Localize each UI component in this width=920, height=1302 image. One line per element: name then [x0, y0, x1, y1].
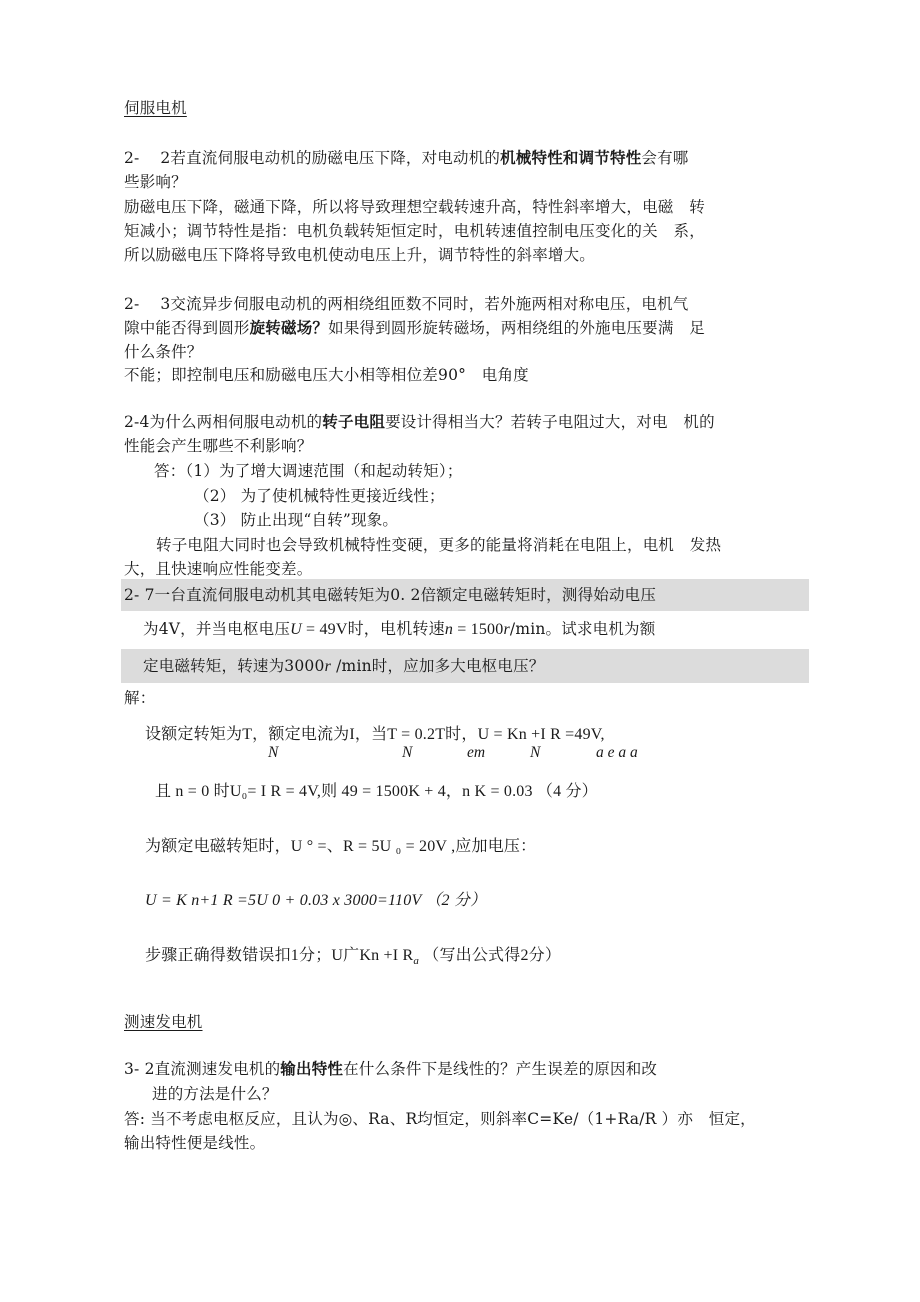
math-variable: n	[444, 621, 454, 638]
answer-2-3: 不能；即控制电压和励磁电压大小相等相位差90° 电角度	[124, 366, 529, 384]
section-title-tachogenerator: 测速发电机	[124, 1013, 203, 1031]
question-text: 3- 2直流测速发电机的	[124, 1060, 281, 1078]
grading-text: 步骤正确得数错误扣1分；U广Kn +I R	[145, 947, 414, 964]
question-text: 2- 2若直流伺服电动机的励磁电压下降，对电动机的	[124, 149, 501, 167]
question-text: 定电磁转矩，转速为3000	[143, 657, 325, 675]
question-text: 如果得到圆形旋转磁场，两相绕组的外施电压要满 足	[328, 319, 705, 337]
question-3-2-line1	[124, 1057, 657, 1081]
solution-label: 解：	[124, 689, 156, 707]
equation-4: U = K n+1 R =5U 0 + 0.03 x 3000=110V （2 分）	[145, 892, 487, 909]
question-2-2-line2: 些影响？	[124, 173, 187, 191]
answer-2-4-item2: （2） 为了使机械特性更接近线性；	[194, 487, 445, 505]
answer-2-4-item1: 答：（1）为了增大调速范围（和起动转矩）；	[154, 462, 463, 480]
answer-3-2-line1: 答: 当不考虑电枢反应，且认为◎、Ra、R均恒定，则斜率C=Ke/（1+Ra/R ）亦 恒定，	[124, 1110, 756, 1128]
answer-2-4-line4: 转子电阻大同时也会导致机械特性变硬，更多的能量将消耗在电阻上，电机 发热	[156, 536, 722, 554]
question-2-7-line3	[143, 654, 545, 679]
question-3-2-line2: 进的方法是什么？	[152, 1085, 278, 1103]
math-variable: r	[503, 621, 510, 638]
question-text: 2-4为什么两相伺服电动机的	[124, 413, 323, 431]
math-variable: U	[290, 621, 302, 638]
math-subscript: a	[413, 955, 420, 968]
grading-text: （写出公式得2分）	[419, 947, 562, 964]
question-2-3-line1: 2- 3交流异步伺服电动机的两相绕组匝数不同时，若外施两相对称电压，电机气	[124, 295, 689, 313]
equation-3: 为额定电磁转矩时，U ° =、R = 5U ₀ = 20V ,应加电压：	[145, 838, 537, 855]
question-2-4-line2: 性能会产生哪些不利影响？	[124, 437, 313, 455]
question-text: /min。试求电机为额	[509, 620, 656, 638]
bold-keyword: 转子电阻	[322, 413, 386, 431]
question-text: 会有哪	[641, 149, 689, 167]
math-number: = 1500	[453, 621, 504, 638]
equation-1-subscript: N	[268, 744, 279, 761]
answer-3-2-line2: 输出特性便是线性。	[124, 1134, 266, 1152]
math-variable: r	[324, 658, 331, 675]
answer-2-2-line3: 所以励磁电压下降将导致电机使动电压上升，调节特性的斜率增大。	[124, 246, 596, 264]
bold-keyword: 输出特性	[280, 1060, 344, 1078]
question-2-2-line1	[124, 146, 689, 170]
equation-1-subscript: a e a a	[596, 744, 638, 761]
answer-2-2-line2: 矩减小；调节特性是指：电机负载转矩恒定时，电机转速值控制电压变化的关 系，	[124, 222, 705, 240]
answer-2-4-item3: （3） 防止出现“自转”现象。	[194, 511, 399, 529]
question-text: /min时，应加多大电枢电压？	[331, 657, 545, 675]
question-text: = 49V时，电机转速	[301, 621, 445, 638]
question-2-4-line1	[124, 410, 715, 434]
section-title-servo-motor: 伺服电机	[124, 99, 187, 117]
bold-keyword: 机械特性和调节特性	[500, 149, 642, 167]
bold-keyword: 旋转磁场？	[249, 319, 329, 337]
grading-note	[145, 944, 561, 973]
equation-1-subscript: N	[530, 744, 541, 761]
question-2-3-line3: 什么条件？	[124, 343, 203, 361]
question-2-7-line2	[143, 617, 655, 642]
equation-1: 设额定转矩为T，额定电流为I，当T = 0.2T时，U = Kn +I R =49V,	[145, 726, 605, 743]
question-2-7-line1: 2- 7一台直流伺服电动机其电磁转矩为0. 2倍额定电磁转矩时，测得始动电压	[124, 586, 657, 604]
question-text: 隙中能否得到圆形	[124, 319, 250, 337]
answer-2-4-line5: 大，且快速响应性能变差。	[124, 560, 313, 578]
answer-2-2-line1: 励磁电压下降，磁通下降，所以将导致理想空载转速升高，特性斜率增大，电磁 转	[124, 198, 705, 216]
equation-1-subscript: em	[467, 744, 486, 761]
equation-2: 且 n = 0 时U₀= I R = 4V,则 49 = 1500K + 4，n K = 0.03 （4 分）	[155, 783, 598, 800]
question-text: 在什么条件下是线性的？产生误差的原因和改	[343, 1060, 658, 1078]
question-text: 要设计得相当大？若转子电阻过大，对电 机的	[385, 413, 715, 431]
equation-1-subscript: N	[402, 744, 413, 761]
question-text: 为4V，并当电枢电压	[143, 620, 291, 638]
question-2-3-line2	[124, 316, 705, 340]
